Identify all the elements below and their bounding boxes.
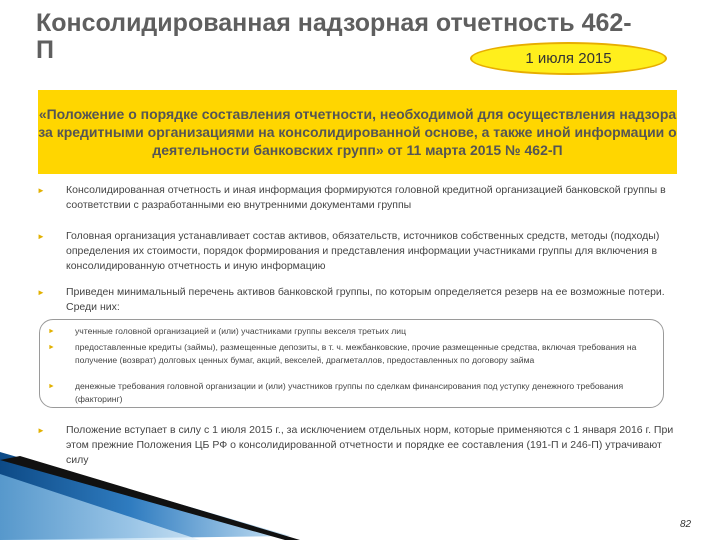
slide-title: Консолидированная надзорная отчетность 462-П <box>36 9 632 64</box>
bullet-text: Консолидированная отчетность и иная информация формируются головной кредитной организацией банковской группы в соответствии с разработанными ею внутренними документами группы <box>66 184 666 211</box>
date-badge: 1 июля 2015 <box>470 42 667 75</box>
bullet-marker-icon: ► <box>48 344 55 351</box>
bullet-marker-icon: ► <box>48 328 55 335</box>
sub-bullet-item <box>48 341 663 367</box>
bullet-text: Приведен минимальный перечень активов банковской группы, по которым определяется резерв на ее возможные потери. Среди них: <box>66 286 665 313</box>
bullet-marker-icon: ► <box>37 186 45 195</box>
regulation-title: «Положение о порядке составления отчетности, необходимой для осуществления надзора за кредитными организациями на консолидированной основе, а также иной информации о деятельности банковских групп» от 11 марта 2015 № 462-П <box>38 106 677 158</box>
bullet-item <box>37 285 677 315</box>
regulation-box <box>38 90 677 174</box>
page-number: 82 <box>680 519 692 530</box>
sub-bullet-item <box>48 325 663 338</box>
sub-bullet-text: предоставленные кредиты (займы), размещенные депозиты, в т. ч. межбанковские, прочие размещенные средства, включая требования на получение (возврат) долговых ценных бумаг, акций, векселей, драгметаллов, предоставленных по договору займа <box>75 342 637 365</box>
bullet-text: Головная организация устанавливает состав активов, обязательств, источников собственных средств, методы (подходы) определения их стоимости, порядок формирования и представления информации участниками группы для включения в консолидированную отчетность и иную информацию <box>66 230 660 272</box>
bullet-marker-icon: ► <box>37 426 45 435</box>
bullet-item <box>37 183 677 213</box>
bullet-marker-icon: ► <box>37 232 45 241</box>
corner-decoration <box>0 440 300 540</box>
sub-bullet-item <box>48 380 663 406</box>
sub-bullet-text: денежные требования головной организации и (или) участников группы по сделкам финансирования под уступку денежного требования (факторинг) <box>75 381 624 404</box>
bullet-marker-icon: ► <box>48 383 55 390</box>
bullet-text: Положение вступает в силу с 1 июля 2015 г., за исключением отдельных норм, которые применяются с 1 января 2016 г. При этом прежние Положения ЦБ РФ о консолидированной отчетности и порядке ее составления (191-П и 246-П) утрачивают силу <box>66 424 674 466</box>
sub-bullet-text: учтенные головной организацией и (или) участниками группы векселя третьих лиц <box>75 326 407 336</box>
bullet-marker-icon: ► <box>37 288 45 297</box>
bullet-item <box>37 229 677 274</box>
